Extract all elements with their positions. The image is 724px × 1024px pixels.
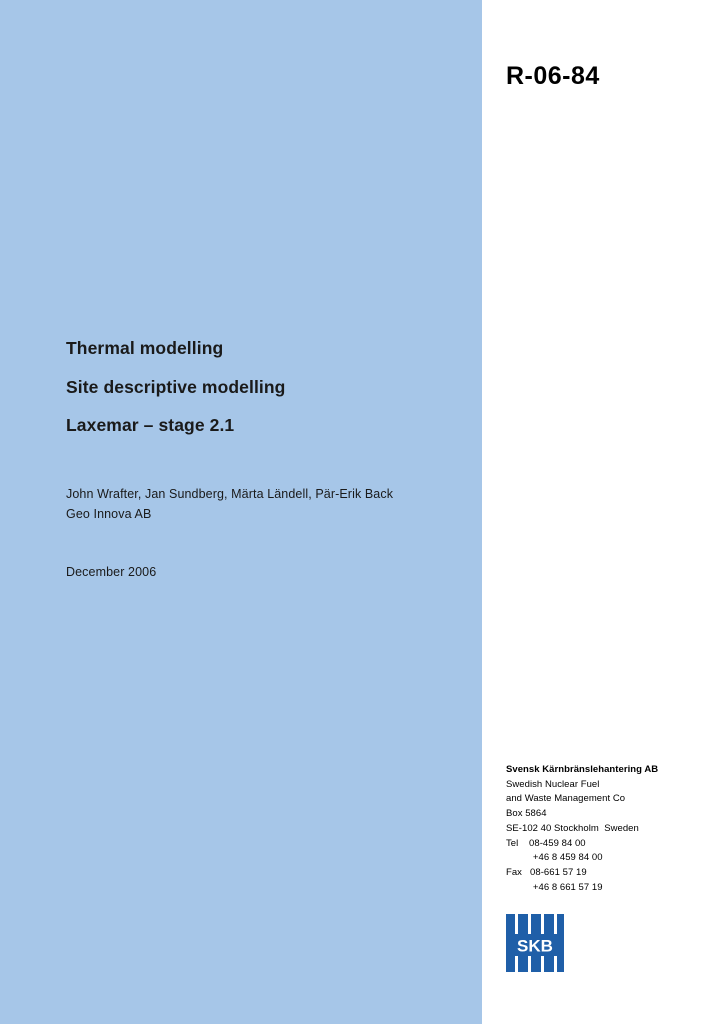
publisher-block bbox=[506, 763, 706, 895]
page-title-line-2: Site descriptive modelling bbox=[66, 376, 286, 397]
title-block bbox=[66, 340, 466, 456]
publisher-line-2: and Waste Management Co bbox=[506, 793, 626, 805]
page-title-line-3: Laxemar – stage 2.1 bbox=[66, 415, 235, 435]
skb-logo bbox=[506, 914, 564, 972]
publisher-line-3: Box 5864 bbox=[506, 808, 547, 820]
publisher-line-5: Tel 08-459 84 00 bbox=[506, 837, 586, 849]
publisher-line-1: Swedish Nuclear Fuel bbox=[506, 778, 600, 790]
skb-logo-text: SKB bbox=[517, 936, 553, 956]
publisher-line-7: Fax 08-661 57 19 bbox=[506, 867, 587, 879]
publisher-line-4: SE-102 40 Stockholm Sweden bbox=[506, 822, 639, 834]
report-number: R-06-84 bbox=[506, 62, 600, 90]
page-title-line-1: Thermal modelling bbox=[66, 338, 224, 358]
publisher-line-6: +46 8 459 84 00 bbox=[506, 852, 603, 864]
publisher-name: Svensk Kärnbränslehantering AB bbox=[506, 764, 659, 775]
publication-date: December 2006 bbox=[66, 565, 157, 579]
publisher-line-8: +46 8 661 57 19 bbox=[506, 881, 603, 893]
author-names: John Wrafter, Jan Sundberg, Märta Ländell, Pär-Erik Back bbox=[66, 487, 394, 501]
author-affiliation: Geo Innova AB bbox=[66, 507, 152, 522]
authors-block bbox=[66, 484, 466, 525]
